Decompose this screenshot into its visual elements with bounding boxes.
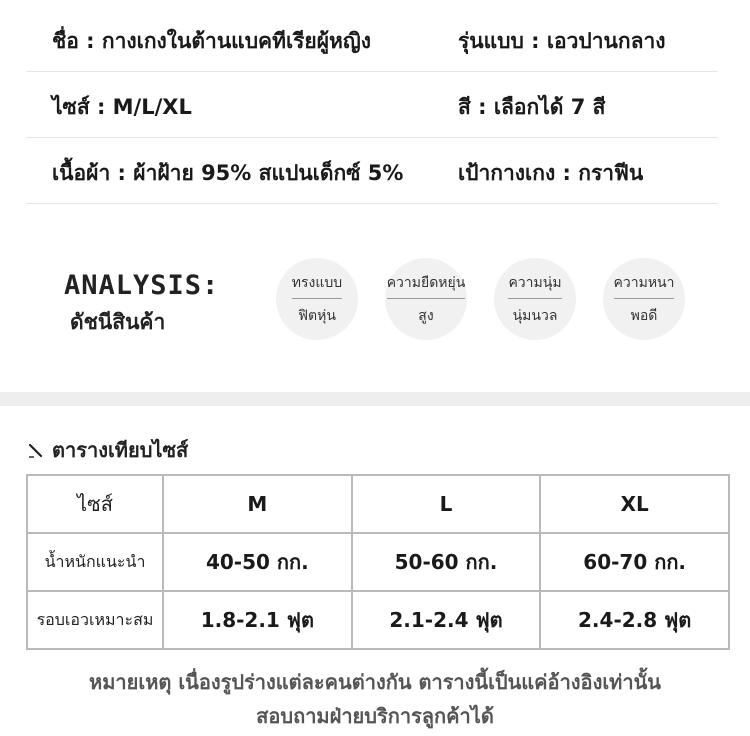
pencil-icon [28, 442, 44, 458]
index-fit [276, 258, 358, 340]
product-crotch: เป้ากางเกง : กราฟีน [458, 160, 644, 185]
divider [26, 137, 718, 138]
index-value: สูง [418, 307, 434, 324]
analysis-subtitle: ดัชนีสินค้า [70, 310, 166, 334]
table-header-cell: XL [540, 475, 729, 533]
table-cell: 2.4-2.8 ฟุต [540, 591, 729, 649]
index-value: พอดี [630, 307, 658, 324]
divider [26, 71, 718, 72]
section-separator [0, 392, 750, 406]
table-row [27, 591, 729, 649]
product-name: ชื่อ : กางเกงในต้านแบคทีเรียผู้หญิง [52, 28, 371, 53]
table-header-cell: M [163, 475, 352, 533]
table-cell: 40-50 กก. [163, 533, 352, 591]
index-label: ความหนา [614, 272, 675, 299]
table-row-label: รอบเอวเหมาะสม [27, 591, 163, 649]
product-style: รุ่นแบบ : เอวปานกลาง [458, 28, 666, 53]
index-value: นุ่มนวล [512, 307, 558, 324]
size-chart-title: ตารางเทียบไซส์ [52, 438, 189, 462]
note-line-1: หมายเหตุ เนื่องรูปร่างแต่ละคนต่างกัน ตารางนี้เป็นแค่อ้างอิงเท่านั้น [89, 670, 661, 694]
table-header-cell: ไซส์ [27, 475, 163, 533]
size-chart-heading [28, 434, 188, 466]
index-value: ฟิตหุ่น [298, 307, 336, 324]
table-row-label: น้ำหนักแนะนำ [27, 533, 163, 591]
note-line-2: สอบถามฝ่ายบริการลูกค้าได้ [256, 704, 494, 728]
info-row-name [26, 8, 718, 74]
index-label: ความนุ่ม [508, 272, 561, 299]
index-label: ทรงแบบ [292, 272, 342, 299]
index-thickness [603, 258, 685, 340]
table-cell: 2.1-2.4 ฟุต [352, 591, 541, 649]
product-fabric: เนื้อผ้า : ผ้าฝ้าย 95% สแปนเด็กซ์ 5% [52, 160, 404, 185]
product-sizes: ไซส์ : M/L/XL [52, 94, 192, 119]
info-row-size [26, 74, 718, 140]
table-header-row [27, 475, 729, 533]
size-table [26, 474, 730, 650]
table-cell: 1.8-2.1 ฟุต [163, 591, 352, 649]
index-elasticity [385, 258, 467, 340]
analysis-title: ANALYSIS: [64, 270, 220, 301]
table-cell: 60-70 กก. [540, 533, 729, 591]
info-row-fabric [26, 140, 718, 206]
product-colors: สี : เลือกได้ 7 สี [458, 94, 606, 119]
index-softness [494, 258, 576, 340]
index-label: ความยืดหยุ่น [387, 272, 466, 299]
table-row [27, 533, 729, 591]
table-header-cell: L [352, 475, 541, 533]
divider [26, 203, 718, 204]
table-cell: 50-60 กก. [352, 533, 541, 591]
